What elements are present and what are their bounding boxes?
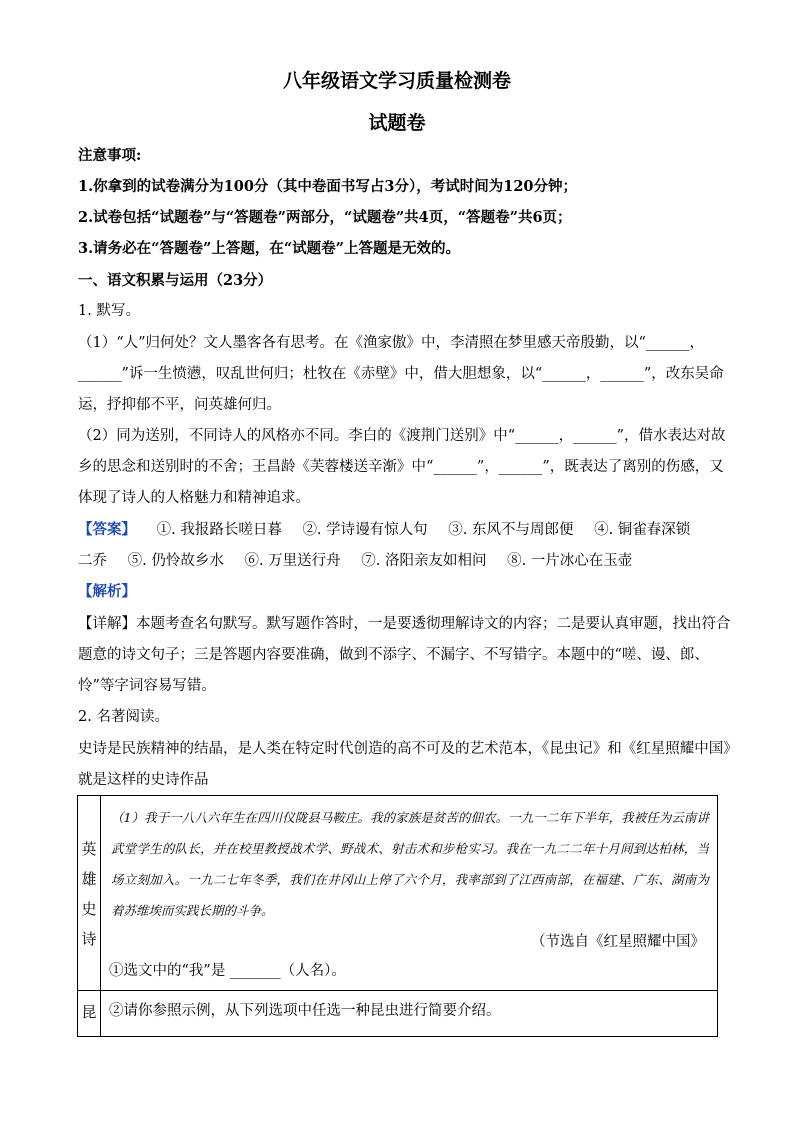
answer-item: ⑥. 万里送行舟 xyxy=(244,553,341,569)
detail-line: 怜”等字词容易写错。 xyxy=(78,678,216,694)
excerpt-text: （1）我于一八八六年生在四川仪陇县马鞍庄。我的家族是贫苦的佃农。一九一二年下半年，我被任为云南讲武堂学生的队长，并在校里教授战术学、野战术、射击术和步枪实习。我在一九二二年十月间到达柏林，当场立刻加入。一九二七年冬季，我们在井冈山上停了六个月，我率部到了江西南部，在福建、广东、湖南为着苏维埃而实践长期的斗争。 xyxy=(111,810,709,918)
answer-label: 【答案】 xyxy=(78,521,136,538)
table-row xyxy=(78,796,718,991)
notice-item: 3.请务必在“答题卷”上答题，在“试题卷”上答题是无效的。 xyxy=(78,240,460,257)
answer-item: ②. 学诗谩有惊人句 xyxy=(302,522,428,538)
sub-question: ②请你参照示例，从下列选项中任选一种昆虫进行简要介绍。 xyxy=(109,1003,501,1019)
question-text-line: （2）同为送别，不同诗人的风格亦不同。李白的《渡荆门送别》中“______，______”，借水表达对故 xyxy=(78,428,726,444)
answer-item: ①. 我报路长嗟日暮 xyxy=(156,522,282,538)
row-label-char: 诗 xyxy=(81,930,97,948)
excerpt-source: （节选自《红星照耀中国》 xyxy=(531,934,705,950)
notice-item: 1.你拿到的试卷满分为100分（其中卷面书写占3分），考试时间为120分钟； xyxy=(78,178,578,195)
notice-heading: 注意事项: xyxy=(78,147,142,164)
row-label-char: 雄 xyxy=(81,870,97,888)
row-label-cell xyxy=(78,991,101,1037)
question-text-line: ______”诉一生愤懑，叹乱世何归；杜牧在《赤壁》中，借大胆想象，以“______，______”，改东吴命 xyxy=(78,366,724,382)
analysis-label: 【解析】 xyxy=(78,583,136,600)
question-heading: 1. 默写。 xyxy=(78,303,140,319)
page-title: 八年级语文学习质量检测卷 xyxy=(282,70,511,92)
intro-line: 就是这样的史诗作品 xyxy=(78,772,209,788)
question-text-line: 体现了诗人的人格魅力和精神追求。 xyxy=(78,490,310,506)
answer-item: ⑤. 仍怜故乡水 xyxy=(127,553,224,569)
question-heading: 2. 名著阅读。 xyxy=(78,709,169,725)
answer-item: ⑧. 一片冰心在玉壶 xyxy=(507,553,633,569)
question-text-line: 运，抒抑郁不平，问英雄何归。 xyxy=(78,397,281,413)
detail-line: 【详解】本题考查名句默写。默写题作答时，一是要透彻理解诗文的内容；二是要认真审题，找出符合 xyxy=(78,616,731,632)
row-content-cell xyxy=(101,991,718,1037)
notice-item: 2.试卷包括“试题卷”与“答题卷”两部分，“试题卷”共4页，“答题卷”共6页； xyxy=(78,209,572,226)
row-label-char: 英 xyxy=(81,840,97,858)
reading-table xyxy=(77,795,718,1037)
intro-line: 史诗是民族精神的结晶，是人类在特定时代创造的高不可及的艺术范本，《昆虫记》和《红星照耀中国》 xyxy=(78,741,738,757)
answer-item: ④. 铜雀春深锁 xyxy=(594,522,691,538)
sub-question: ①选文中的“我”是 _______（人名）。 xyxy=(109,963,346,979)
row-label-cell xyxy=(78,796,101,991)
answer-item: 二乔 xyxy=(78,553,107,569)
row-content-cell xyxy=(101,796,718,991)
detail-line: 题意的诗文句子；三是答题内容要准确，做到不添字、不漏字、不写错字。本题中的“嗟、谩、郎、 xyxy=(78,647,709,663)
answer-line xyxy=(78,550,718,572)
row-label-char: 史 xyxy=(81,900,97,918)
table-row xyxy=(78,991,718,1037)
answer-line xyxy=(78,519,718,541)
row-label-char: 昆 xyxy=(81,1003,97,1021)
answer-item: ③. 东风不与周郎便 xyxy=(448,522,574,538)
page-subtitle: 试题卷 xyxy=(368,112,426,134)
question-text-line: （1）“人”归何处？文人墨客各有思考。在《渔家傲》中，李清照在梦里感天帝殷勤，以“______， xyxy=(78,335,704,351)
section-heading: 一、语文积累与运用（23分） xyxy=(78,272,273,289)
answer-item: ⑦. 洛阳亲友如相问 xyxy=(361,553,487,569)
question-text-line: 乡的思念和送别时的不舍；王昌龄《芙蓉楼送辛渐》中“______”，______”，既表达了离别的伤感，又 xyxy=(78,459,724,475)
